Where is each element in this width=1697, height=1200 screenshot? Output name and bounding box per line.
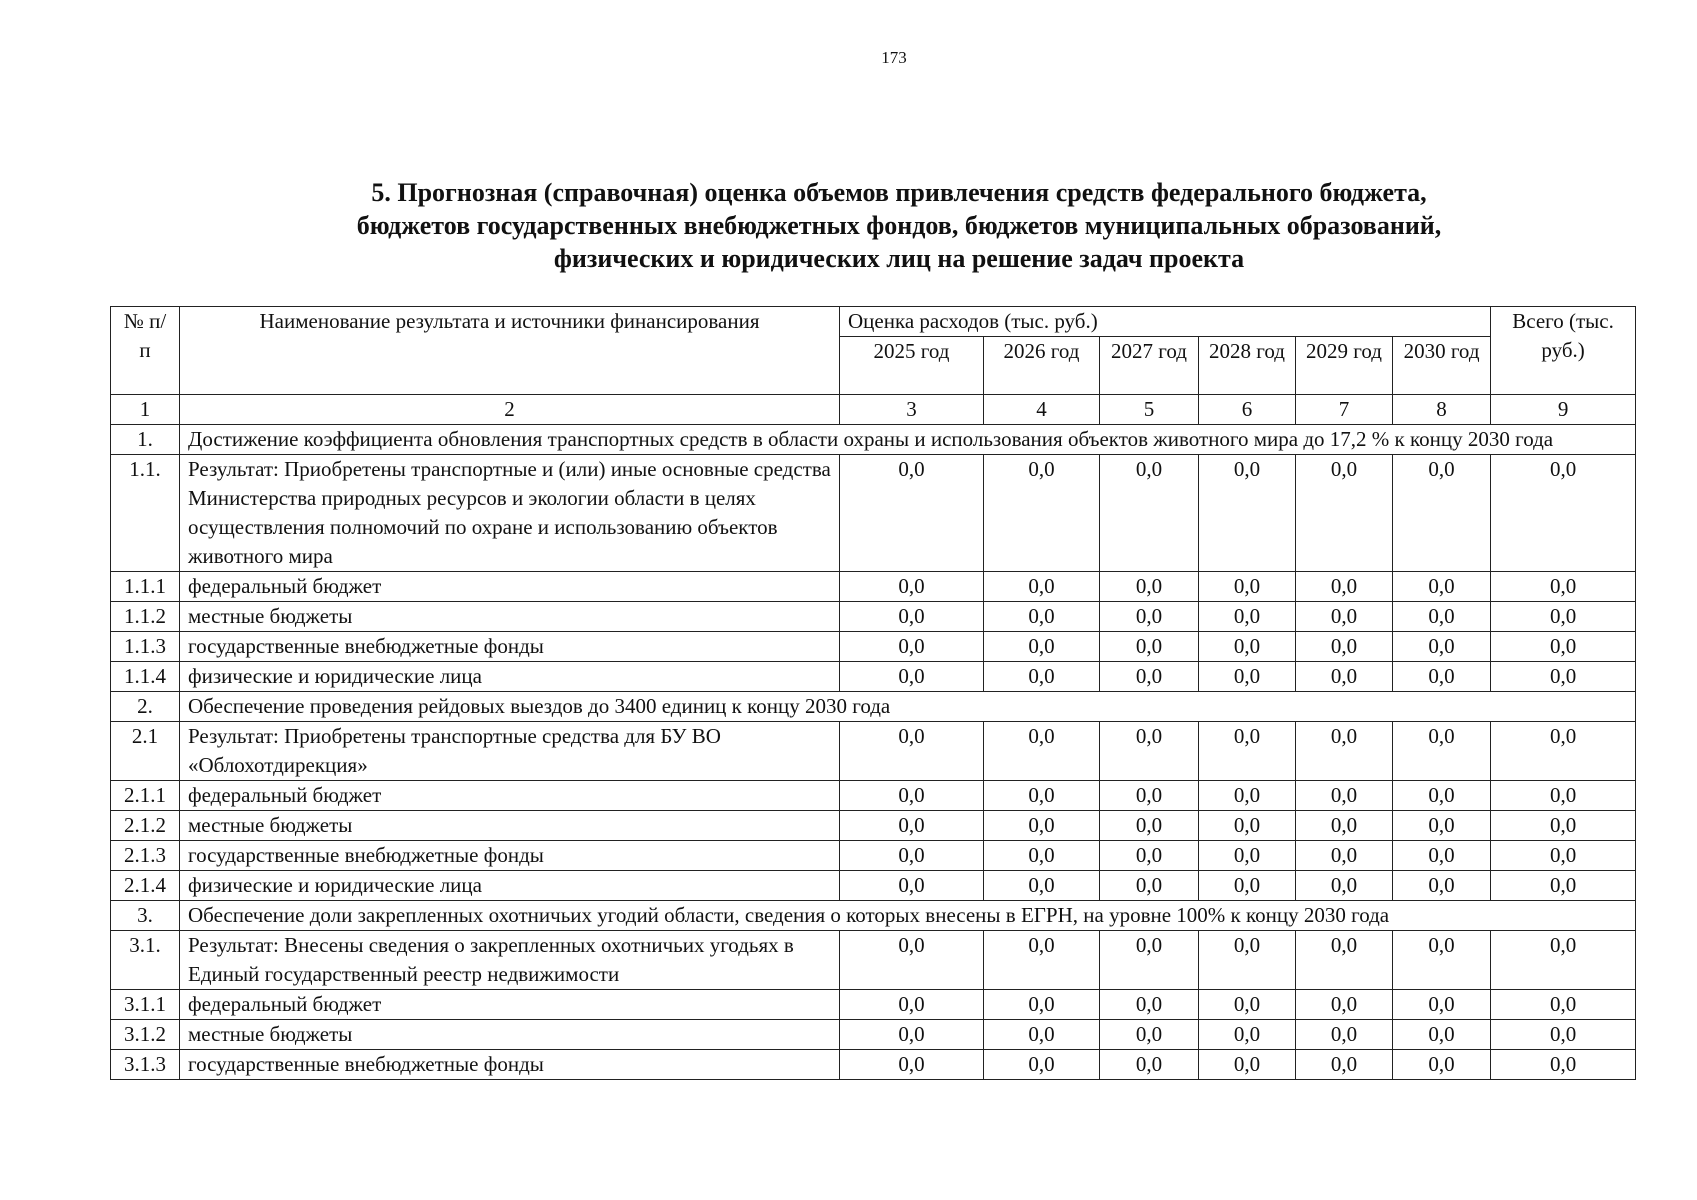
total-value: 0,0 [1491, 841, 1636, 871]
year-value: 0,0 [1296, 1050, 1393, 1080]
page-title [230, 176, 1568, 275]
year-value: 0,0 [1296, 455, 1393, 572]
year-value: 0,0 [840, 1050, 984, 1080]
row-number: 2. [111, 692, 180, 722]
row-name: государственные внебюджетные фонды [180, 1050, 840, 1080]
year-header: 2027 год [1100, 337, 1199, 395]
col-number: 8 [1393, 395, 1491, 425]
year-value: 0,0 [1296, 990, 1393, 1020]
year-value: 0,0 [840, 662, 984, 692]
year-value: 0,0 [1199, 871, 1296, 901]
total-value: 0,0 [1491, 602, 1636, 632]
row-number: 1.1.4 [111, 662, 180, 692]
total-value: 0,0 [1491, 931, 1636, 990]
year-value: 0,0 [1199, 722, 1296, 781]
col-number: 1 [111, 395, 180, 425]
table-row [111, 632, 1636, 662]
year-value: 0,0 [1393, 632, 1491, 662]
year-header: 2026 год [984, 337, 1100, 395]
table-row [111, 871, 1636, 901]
total-value: 0,0 [1491, 572, 1636, 602]
year-value: 0,0 [1296, 841, 1393, 871]
row-name: государственные внебюджетные фонды [180, 841, 840, 871]
year-value: 0,0 [1100, 572, 1199, 602]
year-value: 0,0 [1199, 931, 1296, 990]
year-value: 0,0 [984, 572, 1100, 602]
year-value: 0,0 [984, 1050, 1100, 1080]
title-line: 5. Прогнозная (справочная) оценка объемов привлечения средств федерального бюджета, [371, 178, 1427, 207]
row-name: федеральный бюджет [180, 990, 840, 1020]
col-number: 4 [984, 395, 1100, 425]
row-name: федеральный бюджет [180, 572, 840, 602]
year-value: 0,0 [1393, 841, 1491, 871]
total-value: 0,0 [1491, 1020, 1636, 1050]
year-value: 0,0 [1393, 781, 1491, 811]
year-value: 0,0 [840, 931, 984, 990]
year-value: 0,0 [1393, 602, 1491, 632]
year-value: 0,0 [1199, 1020, 1296, 1050]
year-value: 0,0 [1393, 1020, 1491, 1050]
year-value: 0,0 [1393, 871, 1491, 901]
row-number: 3.1.1 [111, 990, 180, 1020]
col-name-header: Наименование результата и источники финансирования [180, 307, 840, 395]
year-value: 0,0 [840, 841, 984, 871]
row-number: 1.1.3 [111, 632, 180, 662]
year-value: 0,0 [840, 871, 984, 901]
table-row [111, 841, 1636, 871]
row-number: 2.1 [111, 722, 180, 781]
col-number: 7 [1296, 395, 1393, 425]
total-value: 0,0 [1491, 871, 1636, 901]
table-row [111, 990, 1636, 1020]
row-name: Результат: Приобретены транспортные средства для БУ ВО «Облохотдирекция» [180, 722, 840, 781]
year-value: 0,0 [840, 602, 984, 632]
year-value: 0,0 [1296, 632, 1393, 662]
total-value: 0,0 [1491, 455, 1636, 572]
year-value: 0,0 [1100, 722, 1199, 781]
row-name: Результат: Приобретены транспортные и (или) иные основные средства Министерства природных ресурсов и экологии области в целях осуществления полномочий по охране и использованию объектов животного мира [180, 455, 840, 572]
row-number: 1. [111, 425, 180, 455]
row-number: 1.1. [111, 455, 180, 572]
year-value: 0,0 [1199, 602, 1296, 632]
year-value: 0,0 [840, 632, 984, 662]
row-name: местные бюджеты [180, 1020, 840, 1050]
year-value: 0,0 [984, 781, 1100, 811]
row-name: физические и юридические лица [180, 871, 840, 901]
col-number: 6 [1199, 395, 1296, 425]
year-value: 0,0 [1199, 455, 1296, 572]
year-value: 0,0 [840, 811, 984, 841]
row-name: местные бюджеты [180, 811, 840, 841]
row-number: 2.1.1 [111, 781, 180, 811]
year-value: 0,0 [984, 931, 1100, 990]
year-header: 2025 год [840, 337, 984, 395]
row-name: федеральный бюджет [180, 781, 840, 811]
col-number: 9 [1491, 395, 1636, 425]
title-line: бюджетов государственных внебюджетных фондов, бюджетов муниципальных образований, [356, 211, 1442, 240]
section-row [111, 901, 1636, 931]
year-value: 0,0 [840, 572, 984, 602]
year-value: 0,0 [1393, 811, 1491, 841]
year-value: 0,0 [1199, 572, 1296, 602]
year-value: 0,0 [1100, 602, 1199, 632]
year-value: 0,0 [1393, 662, 1491, 692]
page-number: 173 [881, 48, 907, 67]
year-value: 0,0 [1100, 1020, 1199, 1050]
section-title: Достижение коэффициента обновления транспортных средств в области охраны и использования объектов животного мира до 17,2 % к концу 2030 года [180, 425, 1636, 455]
total-value: 0,0 [1491, 662, 1636, 692]
year-value: 0,0 [840, 1020, 984, 1050]
year-header: 2028 год [1199, 337, 1296, 395]
year-value: 0,0 [840, 455, 984, 572]
year-value: 0,0 [1100, 841, 1199, 871]
total-value: 0,0 [1491, 722, 1636, 781]
year-value: 0,0 [1100, 871, 1199, 901]
year-value: 0,0 [1100, 931, 1199, 990]
section-title: Обеспечение проведения рейдовых выездов до 3400 единиц к концу 2030 года [180, 692, 1636, 722]
total-value: 0,0 [1491, 1050, 1636, 1080]
year-header: 2029 год [1296, 337, 1393, 395]
year-value: 0,0 [1199, 662, 1296, 692]
year-value: 0,0 [984, 662, 1100, 692]
col-numbers-row [111, 395, 1636, 425]
col-number: 3 [840, 395, 984, 425]
table-row [111, 572, 1636, 602]
row-number: 2.1.2 [111, 811, 180, 841]
year-value: 0,0 [1296, 1020, 1393, 1050]
year-value: 0,0 [1393, 931, 1491, 990]
year-value: 0,0 [984, 871, 1100, 901]
table-row [111, 455, 1636, 572]
row-name: Результат: Внесены сведения о закрепленных охотничьих угодьях в Единый государственный реестр недвижимости [180, 931, 840, 990]
row-number: 2.1.4 [111, 871, 180, 901]
row-name: физические и юридические лица [180, 662, 840, 692]
year-value: 0,0 [1100, 811, 1199, 841]
year-value: 0,0 [1296, 811, 1393, 841]
year-value: 0,0 [1199, 811, 1296, 841]
section-title: Обеспечение доли закрепленных охотничьих угодий области, сведения о которых внесены в ЕГРН, на уровне 100% к концу 2030 года [180, 901, 1636, 931]
table-row [111, 781, 1636, 811]
total-value: 0,0 [1491, 811, 1636, 841]
year-value: 0,0 [1393, 455, 1491, 572]
total-value: 0,0 [1491, 632, 1636, 662]
row-number: 3. [111, 901, 180, 931]
table-row [111, 1050, 1636, 1080]
year-value: 0,0 [1199, 841, 1296, 871]
year-value: 0,0 [1199, 781, 1296, 811]
year-value: 0,0 [984, 602, 1100, 632]
row-number: 3.1. [111, 931, 180, 990]
year-value: 0,0 [984, 841, 1100, 871]
financing-table [110, 306, 1636, 1080]
year-value: 0,0 [1100, 990, 1199, 1020]
year-value: 0,0 [1393, 1050, 1491, 1080]
col-number: 5 [1100, 395, 1199, 425]
table-row [111, 722, 1636, 781]
year-value: 0,0 [840, 722, 984, 781]
row-number: 3.1.3 [111, 1050, 180, 1080]
row-number: 3.1.2 [111, 1020, 180, 1050]
col-estimate-header: Оценка расходов (тыс. руб.) [840, 307, 1491, 337]
year-value: 0,0 [1296, 572, 1393, 602]
year-value: 0,0 [1199, 632, 1296, 662]
col-number: 2 [180, 395, 840, 425]
year-value: 0,0 [1296, 662, 1393, 692]
row-number: 2.1.3 [111, 841, 180, 871]
row-number: 1.1.2 [111, 602, 180, 632]
year-value: 0,0 [1296, 602, 1393, 632]
header-row [111, 307, 1636, 337]
title-line: физических и юридических лиц на решение задач проекта [553, 244, 1245, 273]
year-value: 0,0 [1199, 990, 1296, 1020]
year-value: 0,0 [840, 781, 984, 811]
row-number: 1.1.1 [111, 572, 180, 602]
table-row [111, 931, 1636, 990]
year-value: 0,0 [984, 455, 1100, 572]
year-value: 0,0 [984, 990, 1100, 1020]
col-num-header: № п/п [111, 307, 180, 395]
year-value: 0,0 [840, 990, 984, 1020]
year-value: 0,0 [1296, 722, 1393, 781]
year-value: 0,0 [1100, 1050, 1199, 1080]
row-name: государственные внебюджетные фонды [180, 632, 840, 662]
year-value: 0,0 [1100, 781, 1199, 811]
year-value: 0,0 [1100, 662, 1199, 692]
year-value: 0,0 [1199, 1050, 1296, 1080]
year-value: 0,0 [984, 722, 1100, 781]
section-row [111, 692, 1636, 722]
year-value: 0,0 [1393, 990, 1491, 1020]
year-value: 0,0 [1393, 572, 1491, 602]
table-row [111, 1020, 1636, 1050]
year-value: 0,0 [984, 1020, 1100, 1050]
total-value: 0,0 [1491, 990, 1636, 1020]
table-row [111, 811, 1636, 841]
year-header: 2030 год [1393, 337, 1491, 395]
year-value: 0,0 [1100, 455, 1199, 572]
year-value: 0,0 [1100, 632, 1199, 662]
year-value: 0,0 [1296, 781, 1393, 811]
year-value: 0,0 [1393, 722, 1491, 781]
total-value: 0,0 [1491, 781, 1636, 811]
row-name: местные бюджеты [180, 602, 840, 632]
year-value: 0,0 [984, 632, 1100, 662]
year-value: 0,0 [1296, 871, 1393, 901]
table-row [111, 662, 1636, 692]
section-row [111, 425, 1636, 455]
year-value: 0,0 [984, 811, 1100, 841]
table-row [111, 602, 1636, 632]
col-total-header: Всего (тыс. руб.) [1491, 307, 1636, 395]
year-value: 0,0 [1296, 931, 1393, 990]
